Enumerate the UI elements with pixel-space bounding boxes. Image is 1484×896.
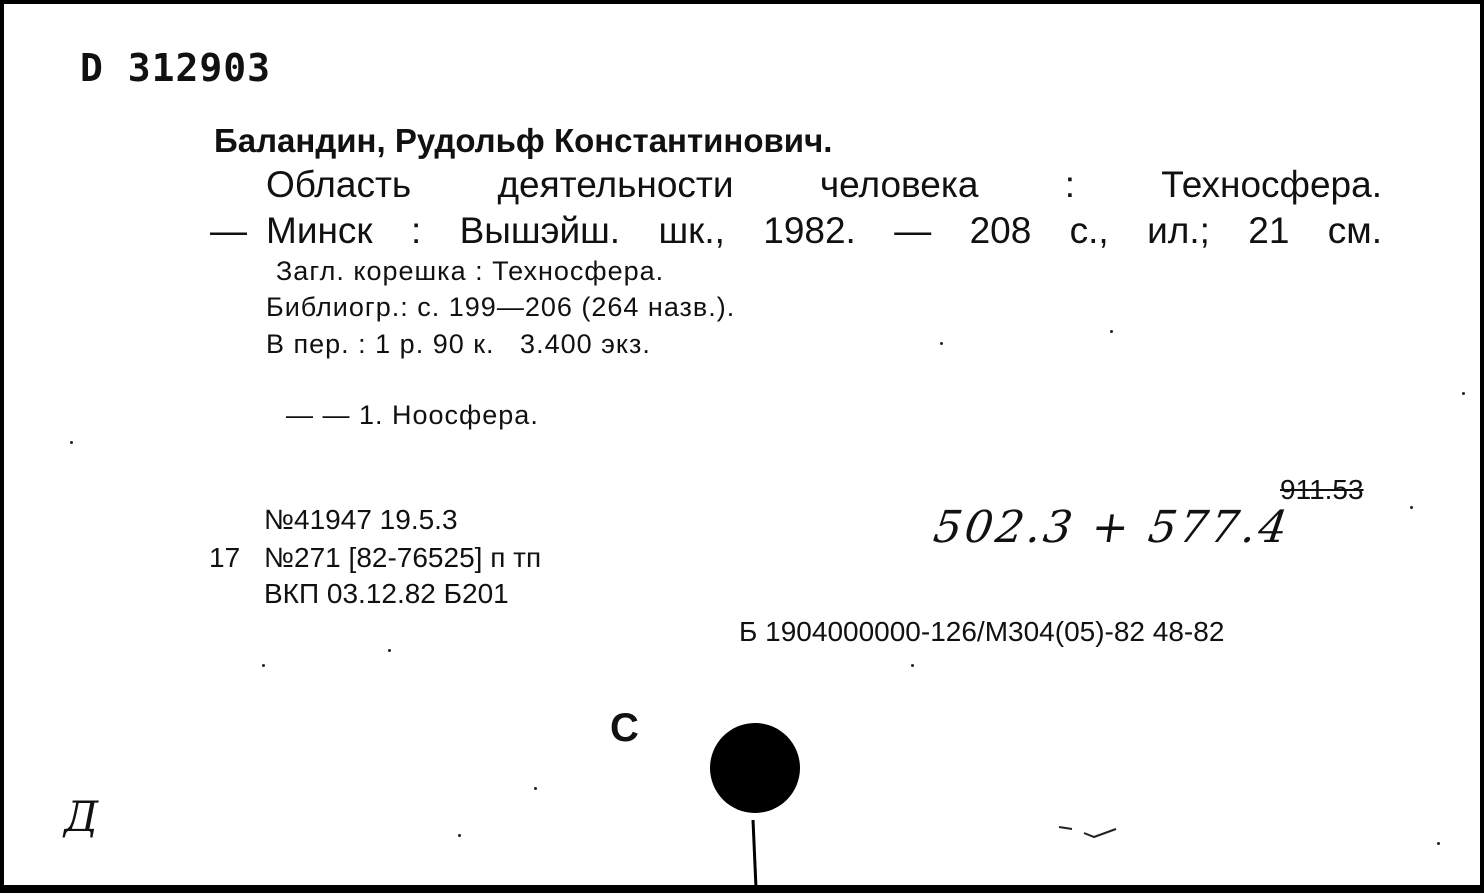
title-word: деятельности xyxy=(497,164,734,205)
record-line-2: №271 [82-76525] п тп xyxy=(264,542,542,573)
imprint-line xyxy=(266,210,1382,252)
speck xyxy=(1110,330,1113,333)
author-heading: Баландин, Рудольф Константинович. xyxy=(214,122,833,159)
record-prefix: 17 xyxy=(209,542,241,573)
record-line-3: ВКП 03.12.82 Б201 xyxy=(264,578,509,609)
hole-slit xyxy=(753,820,756,888)
letter-mark: С xyxy=(610,706,639,750)
pen-stroke xyxy=(1054,819,1124,849)
speck xyxy=(534,787,537,790)
title-line-1 xyxy=(266,164,1382,206)
imprint-word: Минск xyxy=(266,210,373,251)
note-bibliography: Библиогр.: с. 199—206 (264 назв.). xyxy=(266,292,736,322)
speck xyxy=(940,342,943,345)
publisher-code: Б 1904000000-126/М304(05)-82 48-82 xyxy=(739,616,1225,647)
filing-hole xyxy=(704,716,814,896)
imprint-word: с., xyxy=(1069,210,1109,251)
imprint-word: : xyxy=(410,210,422,251)
speck xyxy=(388,649,391,652)
imprint-dash: — xyxy=(210,210,247,251)
speck xyxy=(1437,842,1440,845)
punch-hole xyxy=(710,723,800,813)
imprint-word: шк., xyxy=(658,210,725,251)
imprint-word: — xyxy=(894,210,932,251)
imprint-word: см. xyxy=(1327,210,1382,251)
imprint-word: 1982. xyxy=(763,210,856,251)
speck xyxy=(1410,506,1413,509)
imprint-word: 21 xyxy=(1248,210,1290,251)
class-number-struck: 911.53 xyxy=(1280,474,1364,505)
speck xyxy=(70,441,73,444)
record-line-1: №41947 19.5.3 xyxy=(264,504,458,535)
title-word: : xyxy=(1064,164,1075,205)
speck xyxy=(1462,392,1465,395)
note-price: В пер. : 1 р. 90 к. 3.400 экз. xyxy=(266,329,651,359)
title-word: человека xyxy=(819,164,979,205)
note-spine-title: Загл. корешка : Техносфера. xyxy=(276,256,665,286)
call-number: D 312903 xyxy=(80,46,272,90)
title-word: Область xyxy=(266,164,412,205)
imprint-word: ил.; xyxy=(1147,210,1210,251)
speck xyxy=(262,664,265,667)
imprint-word: 208 xyxy=(969,210,1032,251)
title-word: Техносфера. xyxy=(1161,164,1382,205)
handwritten-corner-mark: Д xyxy=(64,792,99,841)
subject-heading: — — 1. Ноосфера. xyxy=(286,400,539,430)
speck xyxy=(458,834,461,837)
imprint-word: Вышэйш. xyxy=(459,210,621,251)
handwritten-class: 502.3 + 577.4 xyxy=(930,502,1294,553)
speck xyxy=(911,664,914,667)
